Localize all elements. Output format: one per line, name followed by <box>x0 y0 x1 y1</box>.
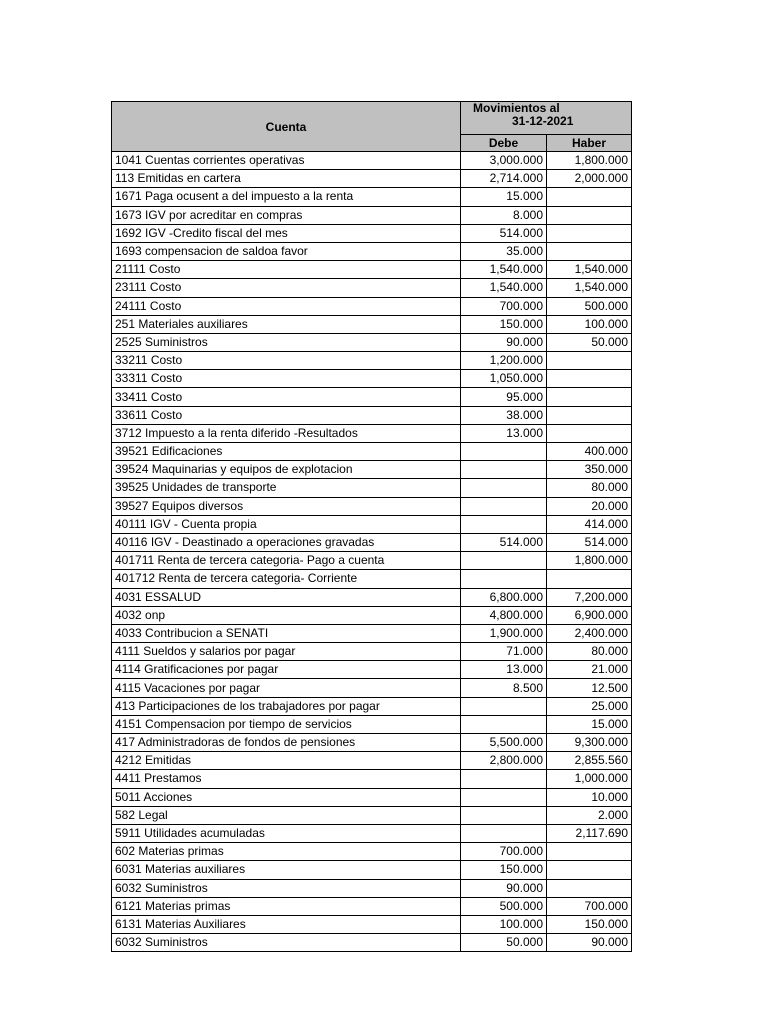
haber-cell: 400.000 <box>547 443 632 461</box>
debe-cell <box>461 515 547 533</box>
table-row <box>112 643 632 661</box>
debe-cell <box>461 461 547 479</box>
haber-cell <box>547 188 632 206</box>
account-name-cell: 4411 Prestamos <box>112 770 461 788</box>
table-row <box>112 388 632 406</box>
haber-cell: 500.000 <box>547 297 632 315</box>
haber-cell: 10.000 <box>547 788 632 806</box>
account-name-cell: 602 Materias primas <box>112 843 461 861</box>
haber-cell <box>547 861 632 879</box>
debe-cell: 1,540.000 <box>461 261 547 279</box>
haber-cell: 2,000.000 <box>547 170 632 188</box>
account-name-cell: 39524 Maquinarias y equipos de explotacion <box>112 461 461 479</box>
debe-cell: 2,714.000 <box>461 170 547 188</box>
movimientos-date: 31-12-2021 <box>512 114 574 128</box>
table-row <box>112 588 632 606</box>
account-name-cell: 4033 Contribucion a SENATI <box>112 624 461 642</box>
debe-cell: 5,500.000 <box>461 734 547 752</box>
table-row <box>112 679 632 697</box>
account-name-cell: 6032 Suministros <box>112 934 461 952</box>
table-row <box>112 661 632 679</box>
haber-header: Haber <box>547 135 632 152</box>
account-name-cell: 1671 Paga ocusent a del impuesto a la renta <box>112 188 461 206</box>
movimientos-title: Movimientos al <box>473 101 560 115</box>
haber-cell: 80.000 <box>547 643 632 661</box>
debe-cell: 8.500 <box>461 679 547 697</box>
account-name-cell: 251 Materiales auxiliares <box>112 315 461 333</box>
table-row <box>112 152 632 170</box>
account-name-cell: 40116 IGV - Deastinado a operaciones gravadas <box>112 533 461 551</box>
haber-cell <box>547 224 632 242</box>
debe-cell <box>461 697 547 715</box>
account-name-cell: 401711 Renta de tercera categoria- Pago a cuenta <box>112 552 461 570</box>
debe-cell <box>461 443 547 461</box>
table-row <box>112 424 632 442</box>
haber-cell <box>547 242 632 260</box>
account-name-cell: 33411 Costo <box>112 388 461 406</box>
debe-cell: 8.000 <box>461 206 547 224</box>
ledger-header <box>112 102 632 152</box>
haber-cell: 150.000 <box>547 915 632 933</box>
debe-cell: 35.000 <box>461 242 547 260</box>
debe-cell <box>461 770 547 788</box>
debe-cell: 514.000 <box>461 533 547 551</box>
haber-cell: 21.000 <box>547 661 632 679</box>
haber-cell: 514.000 <box>547 533 632 551</box>
debe-cell <box>461 552 547 570</box>
table-row <box>112 861 632 879</box>
haber-cell <box>547 206 632 224</box>
debe-cell: 13.000 <box>461 661 547 679</box>
account-name-cell: 6131 Materias Auxiliares <box>112 915 461 933</box>
account-name-cell: 4151 Compensacion por tiempo de servicios <box>112 715 461 733</box>
table-row <box>112 443 632 461</box>
debe-cell: 100.000 <box>461 915 547 933</box>
haber-cell <box>547 424 632 442</box>
account-name-cell: 33611 Costo <box>112 406 461 424</box>
haber-cell <box>547 879 632 897</box>
account-name-cell: 33211 Costo <box>112 352 461 370</box>
table-row <box>112 606 632 624</box>
debe-cell: 3,000.000 <box>461 152 547 170</box>
account-name-cell: 6031 Materias auxiliares <box>112 861 461 879</box>
table-row <box>112 333 632 351</box>
debe-cell <box>461 715 547 733</box>
debe-cell <box>461 479 547 497</box>
account-name-cell: 4031 ESSALUD <box>112 588 461 606</box>
haber-cell: 1,540.000 <box>547 261 632 279</box>
table-row <box>112 370 632 388</box>
haber-cell: 12.500 <box>547 679 632 697</box>
debe-header: Debe <box>461 135 547 152</box>
account-name-cell: 5011 Acciones <box>112 788 461 806</box>
debe-cell: 95.000 <box>461 388 547 406</box>
table-row <box>112 770 632 788</box>
table-row <box>112 824 632 842</box>
haber-cell: 1,000.000 <box>547 770 632 788</box>
haber-cell: 90.000 <box>547 934 632 952</box>
debe-cell: 700.000 <box>461 297 547 315</box>
table-row <box>112 497 632 515</box>
haber-cell: 1,800.000 <box>547 552 632 570</box>
haber-cell: 100.000 <box>547 315 632 333</box>
haber-cell <box>547 406 632 424</box>
haber-cell: 350.000 <box>547 461 632 479</box>
haber-cell: 2,117.690 <box>547 824 632 842</box>
haber-cell: 9,300.000 <box>547 734 632 752</box>
haber-cell: 1,540.000 <box>547 279 632 297</box>
account-name-cell: 2525 Suministros <box>112 333 461 351</box>
haber-cell: 20.000 <box>547 497 632 515</box>
debe-cell: 4,800.000 <box>461 606 547 624</box>
table-row <box>112 843 632 861</box>
account-name-cell: 413 Participaciones de los trabajadores por pagar <box>112 697 461 715</box>
account-name-cell: 417 Administradoras de fondos de pensiones <box>112 734 461 752</box>
debe-cell <box>461 824 547 842</box>
debe-cell: 514.000 <box>461 224 547 242</box>
account-name-cell: 6121 Materias primas <box>112 897 461 915</box>
debe-cell: 700.000 <box>461 843 547 861</box>
haber-cell <box>547 388 632 406</box>
table-row <box>112 279 632 297</box>
account-name-cell: 6032 Suministros <box>112 879 461 897</box>
debe-cell: 90.000 <box>461 333 547 351</box>
haber-cell: 80.000 <box>547 479 632 497</box>
ledger-body <box>112 152 632 952</box>
debe-cell: 90.000 <box>461 879 547 897</box>
debe-cell <box>461 497 547 515</box>
table-row <box>112 934 632 952</box>
table-row <box>112 406 632 424</box>
account-name-cell: 39525 Unidades de transporte <box>112 479 461 497</box>
table-row <box>112 461 632 479</box>
table-row <box>112 715 632 733</box>
haber-cell: 6,900.000 <box>547 606 632 624</box>
table-row <box>112 479 632 497</box>
table-row <box>112 752 632 770</box>
debe-cell: 71.000 <box>461 643 547 661</box>
table-row <box>112 297 632 315</box>
debe-cell: 6,800.000 <box>461 588 547 606</box>
debe-cell <box>461 806 547 824</box>
table-row <box>112 879 632 897</box>
haber-cell <box>547 570 632 588</box>
table-row <box>112 261 632 279</box>
table-row <box>112 224 632 242</box>
account-name-cell: 113 Emitidas en cartera <box>112 170 461 188</box>
account-name-cell: 1673 IGV por acreditar en compras <box>112 206 461 224</box>
haber-cell: 15.000 <box>547 715 632 733</box>
haber-cell: 1,800.000 <box>547 152 632 170</box>
debe-cell: 50.000 <box>461 934 547 952</box>
table-row <box>112 624 632 642</box>
table-row <box>112 533 632 551</box>
table-row <box>112 206 632 224</box>
haber-cell: 700.000 <box>547 897 632 915</box>
account-name-cell: 4114 Gratificaciones por pagar <box>112 661 461 679</box>
debe-cell: 1,900.000 <box>461 624 547 642</box>
account-name-cell: 40111 IGV - Cuenta propia <box>112 515 461 533</box>
account-name-cell: 1692 IGV -Credito fiscal del mes <box>112 224 461 242</box>
account-name-cell: 39527 Equipos diversos <box>112 497 461 515</box>
cuenta-header: Cuenta <box>112 102 461 152</box>
haber-cell <box>547 352 632 370</box>
debe-cell: 1,200.000 <box>461 352 547 370</box>
debe-cell <box>461 788 547 806</box>
account-name-cell: 24111 Costo <box>112 297 461 315</box>
haber-cell: 50.000 <box>547 333 632 351</box>
table-row <box>112 915 632 933</box>
table-row <box>112 788 632 806</box>
ledger-table <box>111 101 632 952</box>
table-row <box>112 170 632 188</box>
haber-cell: 2.000 <box>547 806 632 824</box>
table-row <box>112 806 632 824</box>
account-name-cell: 21111 Costo <box>112 261 461 279</box>
account-name-cell: 1693 compensacion de saldoa favor <box>112 242 461 260</box>
account-name-cell: 4212 Emitidas <box>112 752 461 770</box>
account-name-cell: 33311 Costo <box>112 370 461 388</box>
debe-cell <box>461 570 547 588</box>
account-name-cell: 1041 Cuentas corrientes operativas <box>112 152 461 170</box>
table-row <box>112 734 632 752</box>
account-name-cell: 5911 Utilidades acumuladas <box>112 824 461 842</box>
table-row <box>112 315 632 333</box>
debe-cell: 13.000 <box>461 424 547 442</box>
haber-cell: 2,400.000 <box>547 624 632 642</box>
debe-cell: 150.000 <box>461 315 547 333</box>
table-row <box>112 552 632 570</box>
movimientos-header <box>461 102 632 135</box>
haber-cell: 414.000 <box>547 515 632 533</box>
table-row <box>112 188 632 206</box>
account-name-cell: 582 Legal <box>112 806 461 824</box>
haber-cell: 2,855.560 <box>547 752 632 770</box>
account-name-cell: 4032 onp <box>112 606 461 624</box>
haber-cell <box>547 370 632 388</box>
debe-cell: 1,540.000 <box>461 279 547 297</box>
table-row <box>112 352 632 370</box>
debe-cell: 500.000 <box>461 897 547 915</box>
table-row <box>112 697 632 715</box>
account-name-cell: 4115 Vacaciones por pagar <box>112 679 461 697</box>
debe-cell: 15.000 <box>461 188 547 206</box>
debe-cell: 2,800.000 <box>461 752 547 770</box>
account-name-cell: 3712 Impuesto a la renta diferido -Resultados <box>112 424 461 442</box>
debe-cell: 150.000 <box>461 861 547 879</box>
haber-cell <box>547 843 632 861</box>
account-name-cell: 39521 Edificaciones <box>112 443 461 461</box>
account-name-cell: 4111 Sueldos y salarios por pagar <box>112 643 461 661</box>
debe-cell: 38.000 <box>461 406 547 424</box>
account-name-cell: 23111 Costo <box>112 279 461 297</box>
table-row <box>112 570 632 588</box>
haber-cell: 25.000 <box>547 697 632 715</box>
account-name-cell: 401712 Renta de tercera categoria- Corriente <box>112 570 461 588</box>
table-row <box>112 897 632 915</box>
debe-cell: 1,050.000 <box>461 370 547 388</box>
table-row <box>112 242 632 260</box>
haber-cell: 7,200.000 <box>547 588 632 606</box>
table-row <box>112 515 632 533</box>
